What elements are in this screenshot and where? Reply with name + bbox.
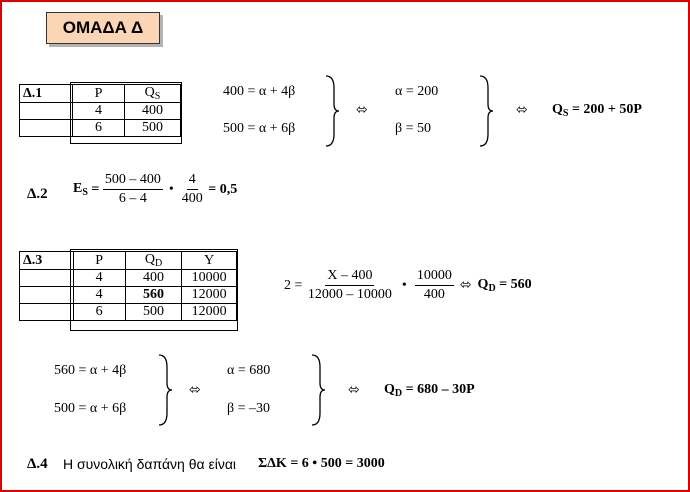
d3-header-p: P <box>73 252 125 270</box>
d3-solution-beta: β = –30 <box>227 401 271 416</box>
d3-equation-2: 500 = α + 6β <box>54 401 127 416</box>
d3-cell: 12000 <box>182 304 237 321</box>
d1-equation-1: 400 = α + 4β <box>223 84 296 99</box>
d3-fraction-1: $\frac{X - 400}{12000 - 10000}$ <box>307 268 392 302</box>
d1-equiv-icon: ⬄ <box>356 103 368 118</box>
d2-label: Δ.2 <box>27 186 48 202</box>
d2-fraction-2: $\frac{4}{400}$ <box>181 172 203 206</box>
d3-empty-cell <box>20 304 74 321</box>
d3-demand-formula: 2 = $\frac{X - 400}{12000 - 10000}$ • $\frac{10000}{400}$ ⬄ $Q_D = 560$ <box>284 268 532 302</box>
d3-cell: 4 <box>73 287 125 304</box>
d1-header-qs: $Q_S$ <box>124 85 180 103</box>
d1-cell: 500 <box>124 120 180 137</box>
d3-solution-alpha: α = 680 <box>227 363 271 378</box>
d1-cell: 6 <box>73 120 125 137</box>
d1-empty-cell <box>20 120 73 137</box>
d3-equiv-icon: ⬄ <box>459 278 472 293</box>
d1-cell: 4 <box>73 103 125 120</box>
d3-final-result: $Q_D = 680 - 30P$ <box>384 382 475 399</box>
d3-equation-1: 560 = α + 4β <box>54 363 127 378</box>
d3-equiv-icon: ⬄ <box>348 383 360 398</box>
d2-fraction-1: $\frac{500 - 400}{6 - 4}$ <box>104 172 161 206</box>
d1-header-p: P <box>73 85 125 103</box>
d1-brace-1 <box>324 74 340 148</box>
d3-empty-cell <box>20 287 74 304</box>
d3-brace-1 <box>157 353 173 427</box>
d3-equiv-icon: ⬄ <box>189 383 201 398</box>
d3-cell: 10000 <box>182 270 237 287</box>
d1-empty-cell <box>20 103 73 120</box>
d1-brace-2 <box>478 74 494 148</box>
d1-double-border <box>70 82 182 144</box>
d2-dot: • <box>168 181 174 197</box>
d1-solution-beta: β = 50 <box>395 121 432 136</box>
d4-formula: ΣΔΚ = 6 • 500 = 3000 <box>258 456 385 471</box>
d3-cell: 6 <box>73 304 125 321</box>
d3-result: $Q_D = 560$ <box>477 277 532 294</box>
d3-cell: 500 <box>125 304 181 321</box>
d4-result: 3000 <box>356 456 385 471</box>
d3-cell: 12000 <box>182 287 237 304</box>
d3-fraction-2: $\frac{10000}{400}$ <box>416 268 452 302</box>
d4-label: Δ.4 <box>27 456 48 472</box>
d3-dot: • <box>401 277 407 293</box>
d3-label: Δ.3 <box>20 252 74 270</box>
d3-empty-cell <box>20 270 74 287</box>
d1-equiv-icon: ⬄ <box>516 103 528 118</box>
d2-es: $E_S$ <box>73 181 88 198</box>
d3-double-border <box>70 249 238 331</box>
d3-cell: 4 <box>73 270 125 287</box>
d1-result: $Q_S = 200 + 50P$ <box>552 102 642 119</box>
d1-cell: 400 <box>124 103 180 120</box>
d3-header-y: Y <box>182 252 237 270</box>
section-title: ΟΜΑΔΑ Δ <box>46 12 160 44</box>
d2-elasticity-formula: $E_S$ = $\frac{500 - 400}{6 - 4}$ • $\frac{4}{400}$ = 0,5 <box>73 172 238 206</box>
d1-equation-2: 500 = α + 6β <box>223 121 296 136</box>
d3-cell: 400 <box>125 270 181 287</box>
d1-solution-alpha: α = 200 <box>395 84 439 99</box>
d1-label: Δ.1 <box>20 85 73 103</box>
d3-brace-2 <box>310 353 326 427</box>
d2-result: = 0,5 <box>204 181 238 197</box>
d4-text: Η συνολική δαπάνη θα είναι <box>63 456 237 472</box>
d3-cell-highlight: 560 <box>125 287 181 304</box>
d3-header-qd: $Q_D$ <box>125 252 181 270</box>
